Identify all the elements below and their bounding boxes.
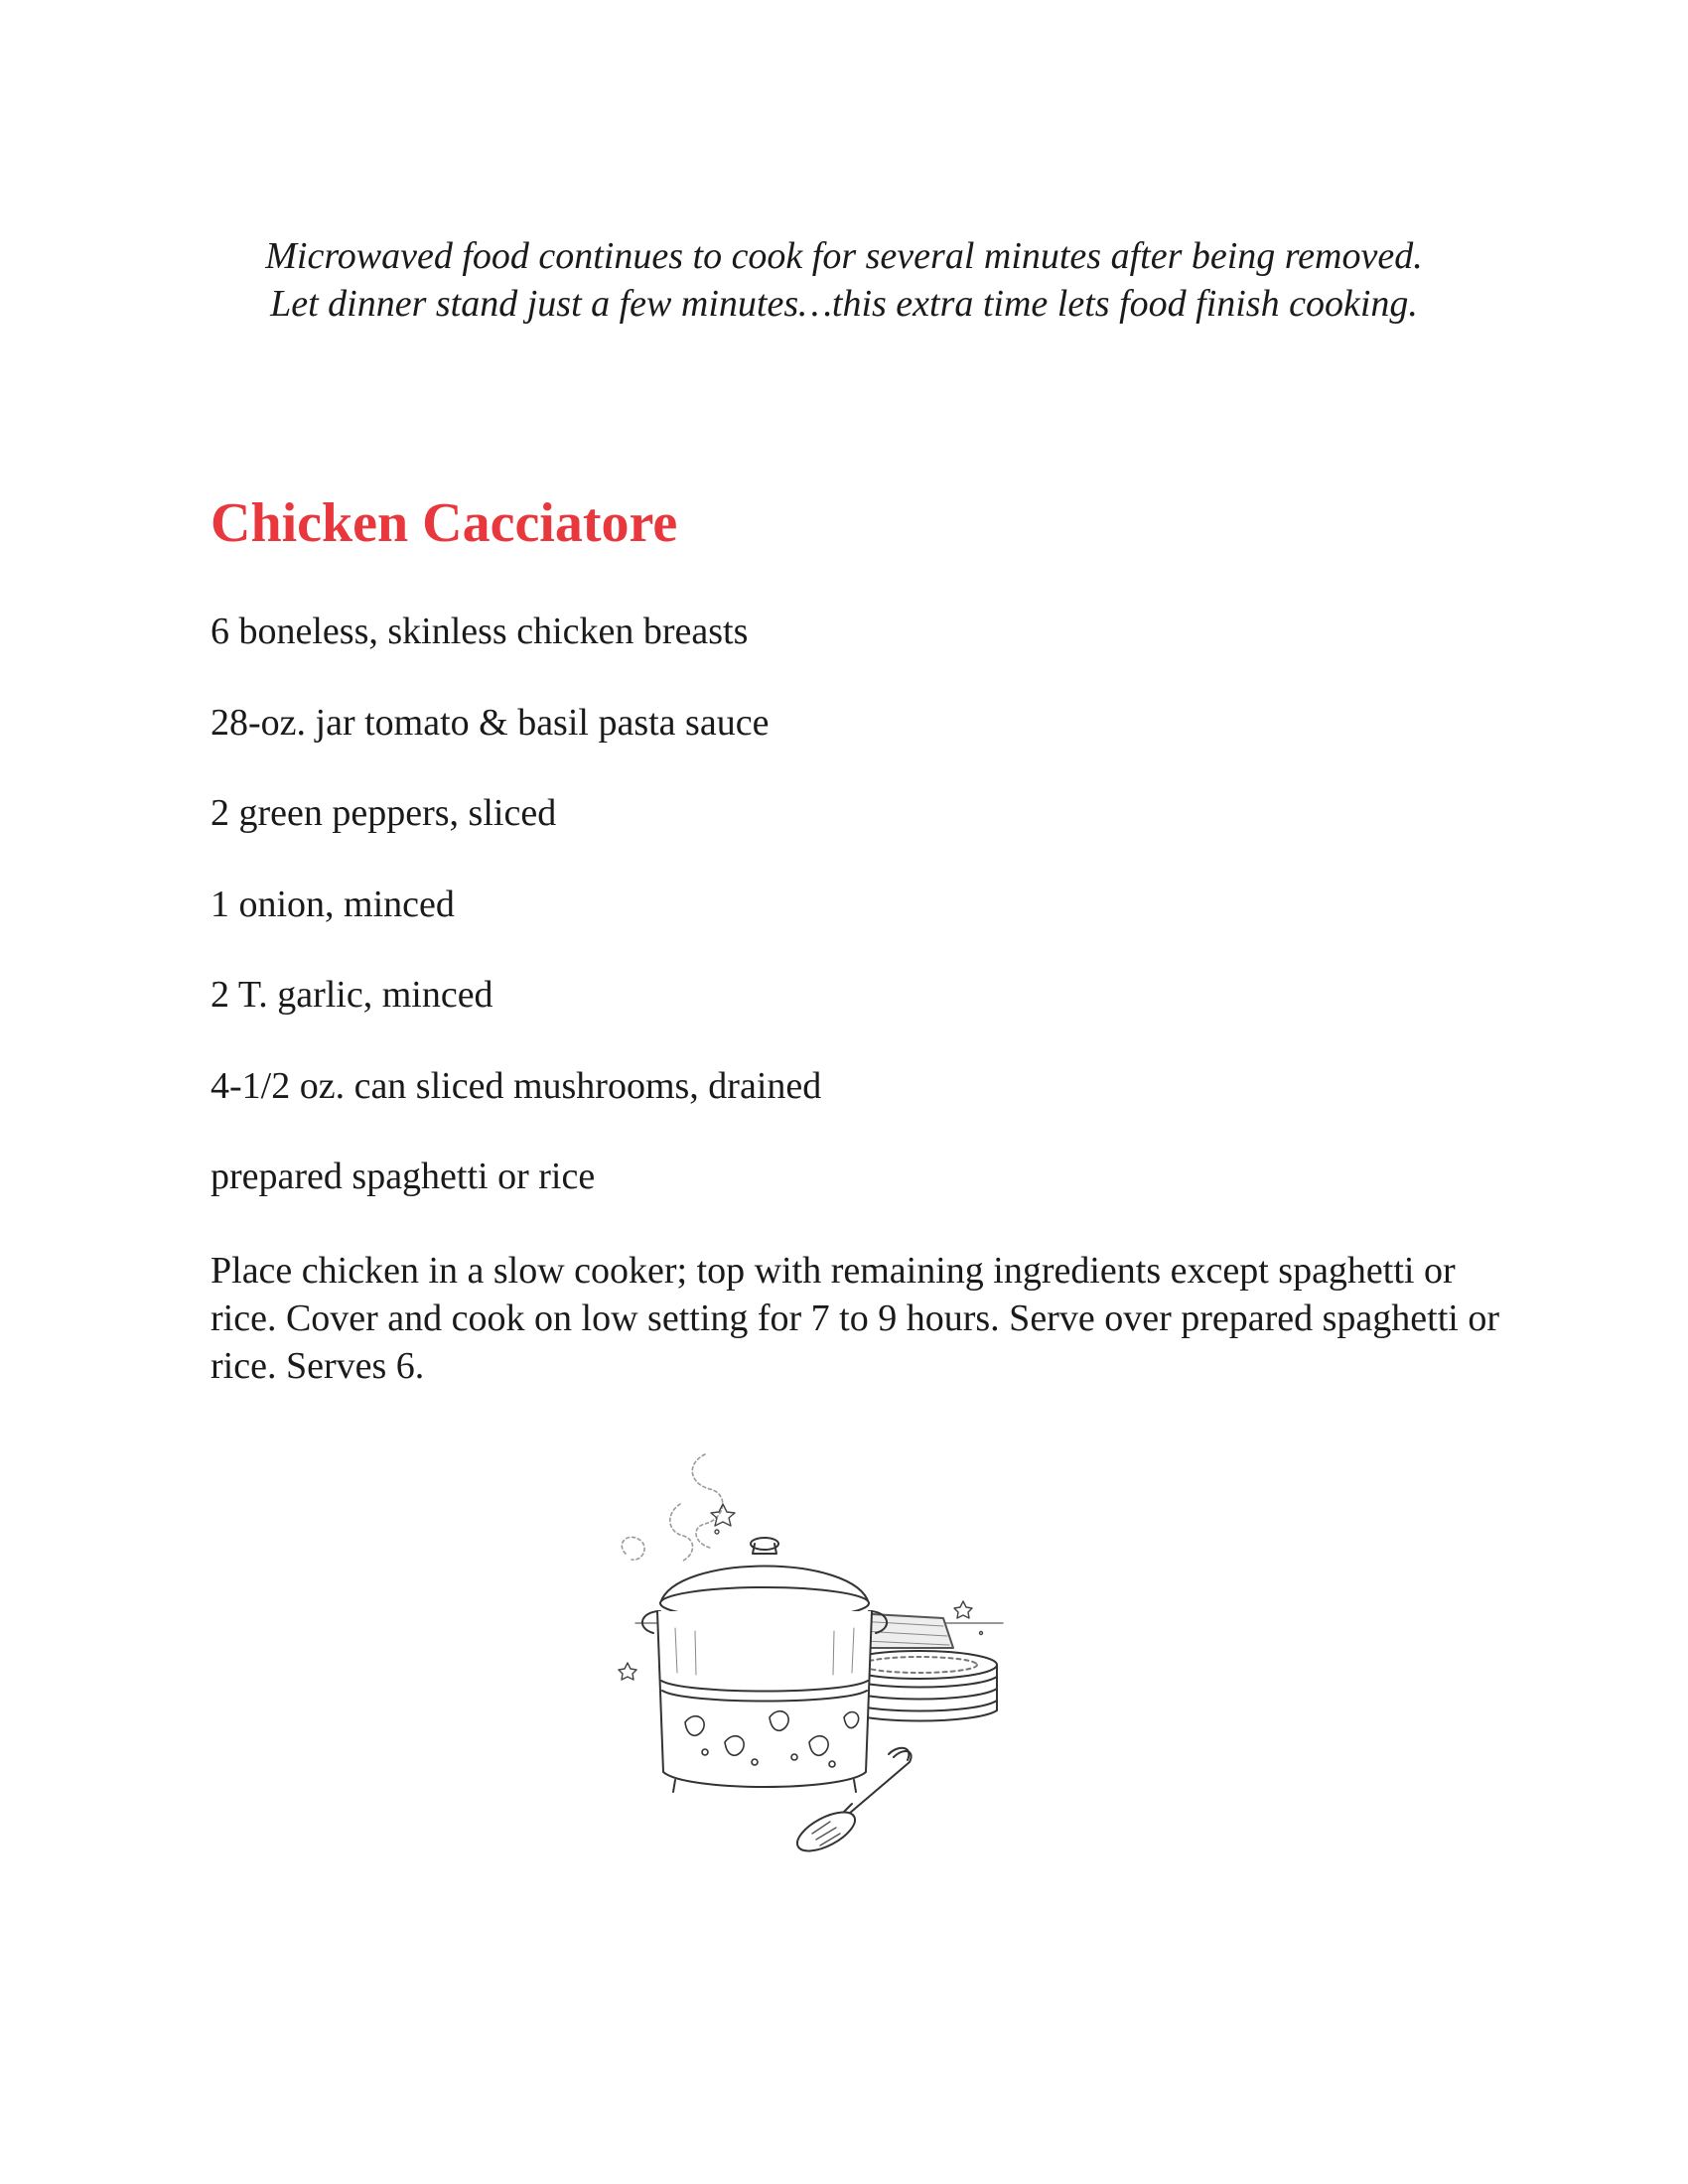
ingredient-item: 6 boneless, skinless chicken breasts: [211, 611, 749, 652]
steam-icon: [622, 1454, 722, 1562]
ingredient-item: 4-1/2 oz. can sliced mushrooms, drained: [211, 1064, 822, 1107]
slow-cooker-icon: [642, 1538, 887, 1792]
ingredient-item: 2 T. garlic, minced: [211, 974, 493, 1016]
ingredient-list: [211, 608, 821, 1244]
ingredient-item: 28-oz. jar tomato & basil pasta sauce: [211, 701, 770, 744]
recipe-title: Chicken Cacciatore: [211, 492, 678, 554]
ingredient-item: 1 onion, minced: [211, 883, 455, 925]
slow-cooker-with-plates-icon: [606, 1444, 1072, 1871]
ingredient-item: 2 green peppers, sliced: [211, 792, 557, 834]
ingredient-item: prepared spaghetti or rice: [211, 1156, 596, 1197]
cooking-tip: Microwaved food continues to cook for several minutes after being removed. Let dinner stand just a few minutes…this extra time lets food finish cooking.: [265, 235, 1423, 325]
recipe-directions: Place chicken in a slow cooker; top with remaining ingredients except spaghetti or rice. Cover and cook on low setting for 7 to 9 hours. Serve over prepared spaghetti or rice. Serves 6.: [211, 1250, 1499, 1387]
